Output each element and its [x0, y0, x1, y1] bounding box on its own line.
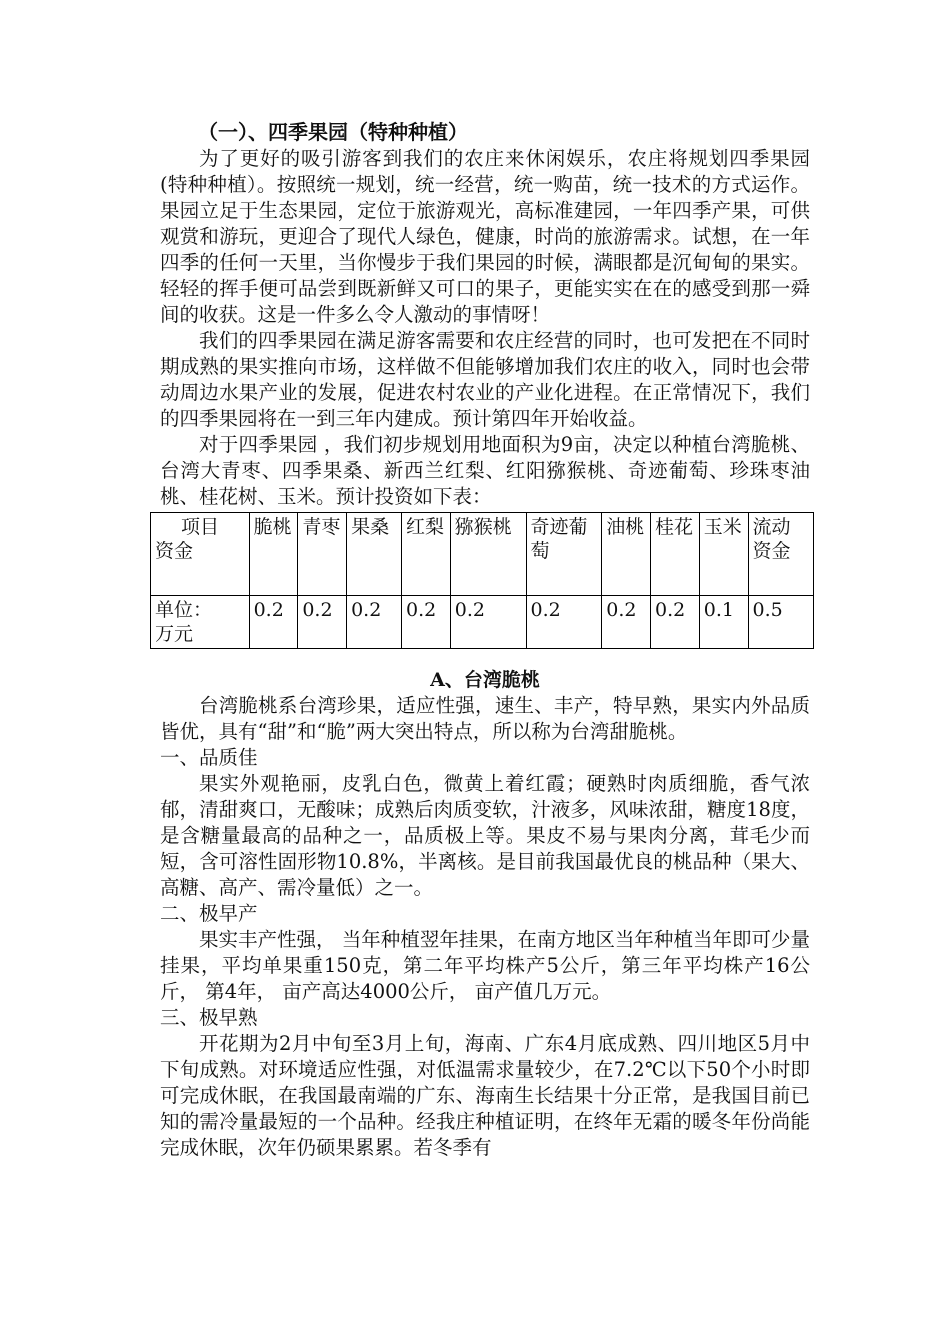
paragraph: 对于四季果园 ，我们初步规划用地面积为9亩，决定以种植台湾脆桃、台湾大青枣、四季果桑、新西兰红梨、红阳猕猴桃、奇迹葡萄、珍珠枣油桃、桂花树、玉米。预计投资如下表： [160, 433, 810, 508]
value-cell: 0.2 [402, 596, 451, 649]
header-label-funds: 资金 [155, 540, 194, 562]
column-header: 青枣 [298, 513, 347, 596]
heading-early-ripe: 三、极早熟 [160, 1006, 258, 1029]
paragraph: 为了更好的吸引游客到我们的农庄来休闲娱乐，农庄将规划四季果园(特种种植）。按照统一规划，统一经营，统一购苗，统一技术的方式运作。果园立足于生态果园，定位于旅游观光，高标准建园，一年四季产果，可供观赏和游玩，更迎合了现代人绿色，健康，时尚的旅游需求。试想，在一年四季的任何一天里，当你慢步于我们果园的时候，满眼都是沉甸甸的果实。轻轻的挥手便可品尝到既新鲜又可口的果子，更能实实在在的感受到那一舜间的收获。这是一件多么令人激动的事情呀！ [160, 147, 810, 326]
row-label-unit: 单位： [155, 599, 213, 621]
subsection-title: A、台湾脆桃 [430, 669, 540, 691]
value-cell: 0.1 [699, 596, 748, 649]
early-yield-paragraph: 果实丰产性强， 当年种植翌年挂果，在南方地区当年种植当年即可少量挂果，平均单果重150克，第二年平均株产5公斤，第三年平均株产16公斤， 第4年， 亩产高达4000公斤， 亩产值几万元。 [160, 928, 810, 1003]
paragraph: 我们的四季果园在满足游客需要和农庄经营的同时，也可发把在不同时期成熟的果实推向市场，这样做不但能够增加我们农庄的收入，同时也会带动周边水果产业的发展，促进农村农业的产业化进程。在正常情况下，我们的四季果园将在一到三年内建成。预计第四年开始收益。 [160, 329, 810, 430]
column-header: 奇迹葡萄 [526, 513, 602, 596]
heading-quality: 一、品质佳 [160, 746, 258, 769]
quality-paragraph: 果实外观艳丽，皮乳白色，微黄上着红霞；硬熟时肉质细脆，香气浓郁，清甜爽口，无酸味；成熟后肉质变软，汁液多，风味浓甜，糖度18度，是含糖量最高的品种之一，品质极上等。果皮不易与果肉分离，茸毛少而短，含可溶性固形物10.8%，半离核。是目前我国最优良的桃品种（果大、高糖、高产、需冷量低）之一。 [160, 772, 810, 899]
investment-table [150, 512, 814, 649]
table-corner-cell [151, 513, 250, 596]
table-header-row [151, 513, 814, 596]
value-cell: 0.2 [450, 596, 526, 649]
table-value-row [151, 596, 814, 649]
column-header: 猕猴桃 [450, 513, 526, 596]
document-page [155, 118, 810, 1161]
value-cell: 0.2 [347, 596, 402, 649]
column-header: 脆桃 [249, 513, 298, 596]
column-header: 玉米 [699, 513, 748, 596]
heading-early-yield: 二、极早产 [160, 902, 258, 925]
intro-paragraph: 台湾脆桃系台湾珍果，适应性强，速生、丰产，特早熟，果实内外品质皆优，具有“甜”和“脆”两大突出特点，所以称为台湾甜脆桃。 [160, 694, 810, 743]
row-label-currency: 万元 [155, 623, 194, 645]
value-cell: 0.5 [748, 596, 813, 649]
column-header: 流动资金 [748, 513, 813, 596]
column-header: 果桑 [347, 513, 402, 596]
value-cell: 0.2 [602, 596, 651, 649]
value-cell: 0.2 [651, 596, 700, 649]
value-cell: 0.2 [298, 596, 347, 649]
column-header: 油桃 [602, 513, 651, 596]
header-label-item: 项目 [181, 516, 220, 538]
value-cell: 0.2 [249, 596, 298, 649]
section-title: （一）、四季果园（特种种植） [198, 120, 468, 144]
column-header: 红梨 [402, 513, 451, 596]
value-cell: 0.2 [526, 596, 602, 649]
early-ripe-paragraph: 开花期为2月中旬至3月上旬，海南、广东4月底成熟、四川地区5月中下旬成熟。对环境适应性强，对低温需求量较少，在7.2℃以下50个小时即可完成休眠，在我国最南端的广东、海南生长结果十分正常，是我国目前已知的需冷量最短的一个品种。经我庄种植证明，在终年无霜的暖冬年份尚能完成休眠，次年仍硕果累累。若冬季有 [160, 1032, 810, 1159]
column-header: 桂花 [651, 513, 700, 596]
row-label-cell [151, 596, 250, 649]
